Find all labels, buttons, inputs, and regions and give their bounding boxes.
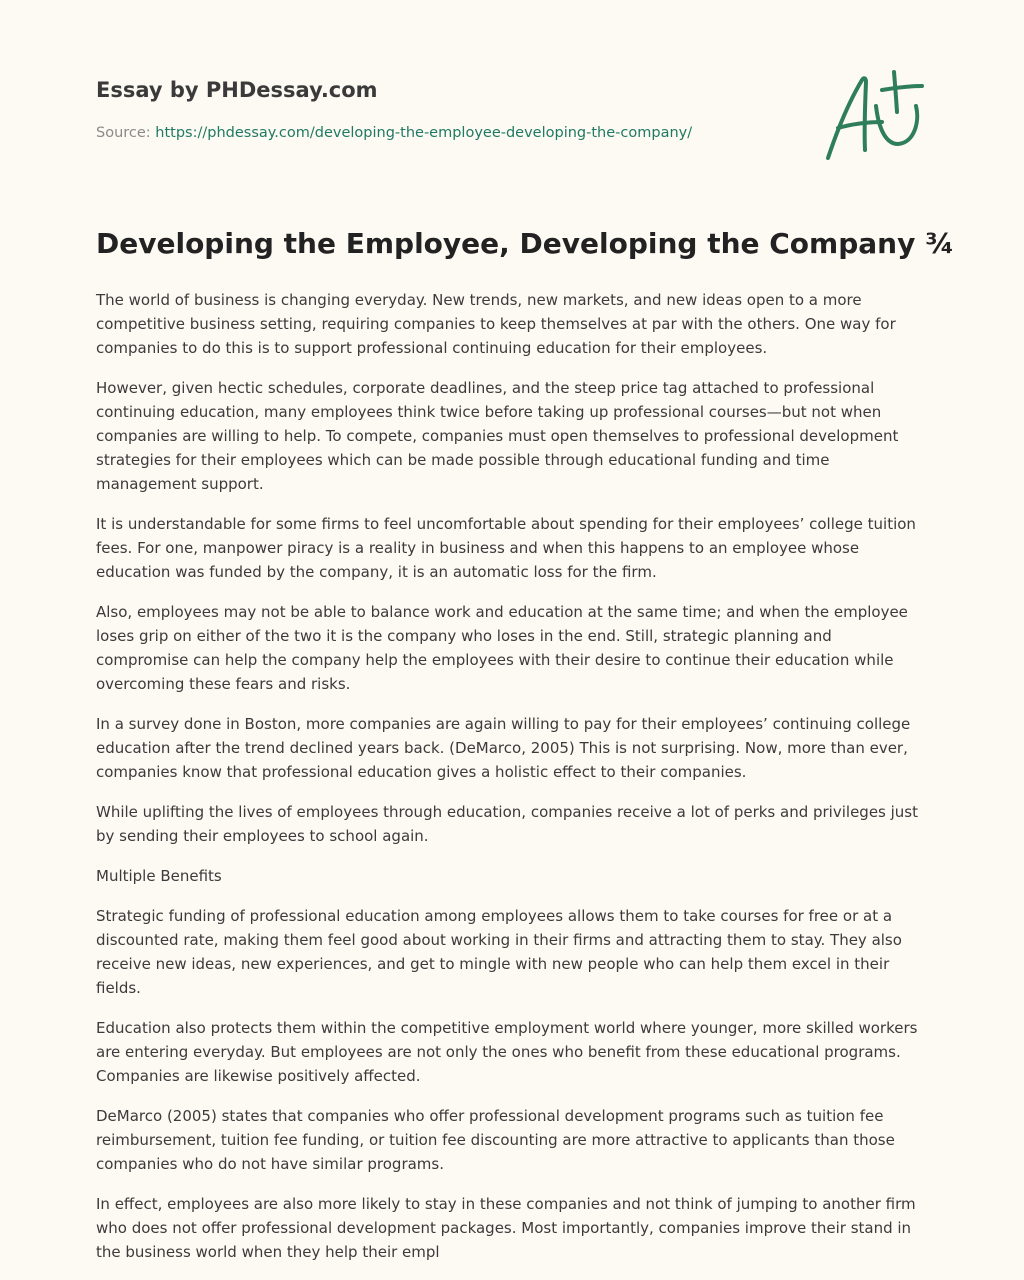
essay-paragraph: While uplifting the lives of employees through education, companies receive a lot of perks and privileges just by sending their employees to school again. xyxy=(96,803,918,845)
page-header xyxy=(96,77,796,143)
essay-paragraph: DeMarco (2005) states that companies who offer professional development programs such as tuition fee reimbursement, tuition fee funding, or tuition fee discounting are more attractive to applicants than those companies who do not have similar programs. xyxy=(96,1107,895,1173)
source-line xyxy=(96,123,796,143)
essay-content xyxy=(96,224,955,1280)
section-heading: Multiple Benefits xyxy=(96,867,222,885)
essay-title: Developing the Employee, Developing the Company ¾ xyxy=(96,227,955,260)
essay-paragraph: In effect, employees are also more likely to stay in these companies and not think of jumping to another firm who does not offer professional development packages. Most importantly, companies improve their stand in the business world when they help their empl xyxy=(96,1195,916,1261)
essay-paragraph: Education also protects them within the competitive employment world where younger, more skilled workers are entering everyday. But employees are not only the ones who benefit from these educational programs. Companies are likewise positively affected. xyxy=(96,1019,918,1085)
essay-paragraph: Also, employees may not be able to balance work and education at the same time; and when the employee loses grip on either of the two it is the company who loses in the end. Still, strategic planning and compromise can help the company help the employees with their desire to continue their education while overcoming these fears and risks. xyxy=(96,603,908,693)
source-label: Source: xyxy=(96,125,156,141)
essay-paragraph: It is understandable for some firms to feel uncomfortable about spending for their employees’ college tuition fees. For one, manpower piracy is a reality in business and when this happens to an employee whose education was funded by the company, it is an automatic loss for the firm. xyxy=(96,515,916,581)
source-link[interactable]: https://phdessay.com/developing-the-employee-developing-the-company/ xyxy=(155,125,693,141)
a-plus-logo-icon xyxy=(818,66,928,166)
essay-paragraph: However, given hectic schedules, corporate deadlines, and the steep price tag attached to professional continuing education, many employees think twice before taking up professional courses—but not when companies are willing to help. To compete, companies must open themselves to professional development strategies for their employees which can be made possible through educational funding and time management support. xyxy=(96,379,899,493)
site-brand: Essay by PHDessay.com xyxy=(96,78,378,102)
essay-paragraph: The world of business is changing everyday. New trends, new markets, and new ideas open to a more competitive business setting, requiring companies to keep themselves at par with the others. One way for companies to do this is to support professional continuing education for their employees. xyxy=(96,291,896,357)
essay-paragraph: In a survey done in Boston, more companies are again willing to pay for their employees’ continuing college education after the trend declined years back. (DeMarco, 2005) This is not surprising. Now, more than ever, companies know that professional education gives a holistic effect to their companies. xyxy=(96,715,911,781)
essay-paragraph: Strategic funding of professional education among employees allows them to take courses for free or at a discounted rate, making them feel good about working in their firms and attracting them to stay. They also receive new ideas, new experiences, and get to mingle with new people who can help them excel in their fields. xyxy=(96,907,902,997)
